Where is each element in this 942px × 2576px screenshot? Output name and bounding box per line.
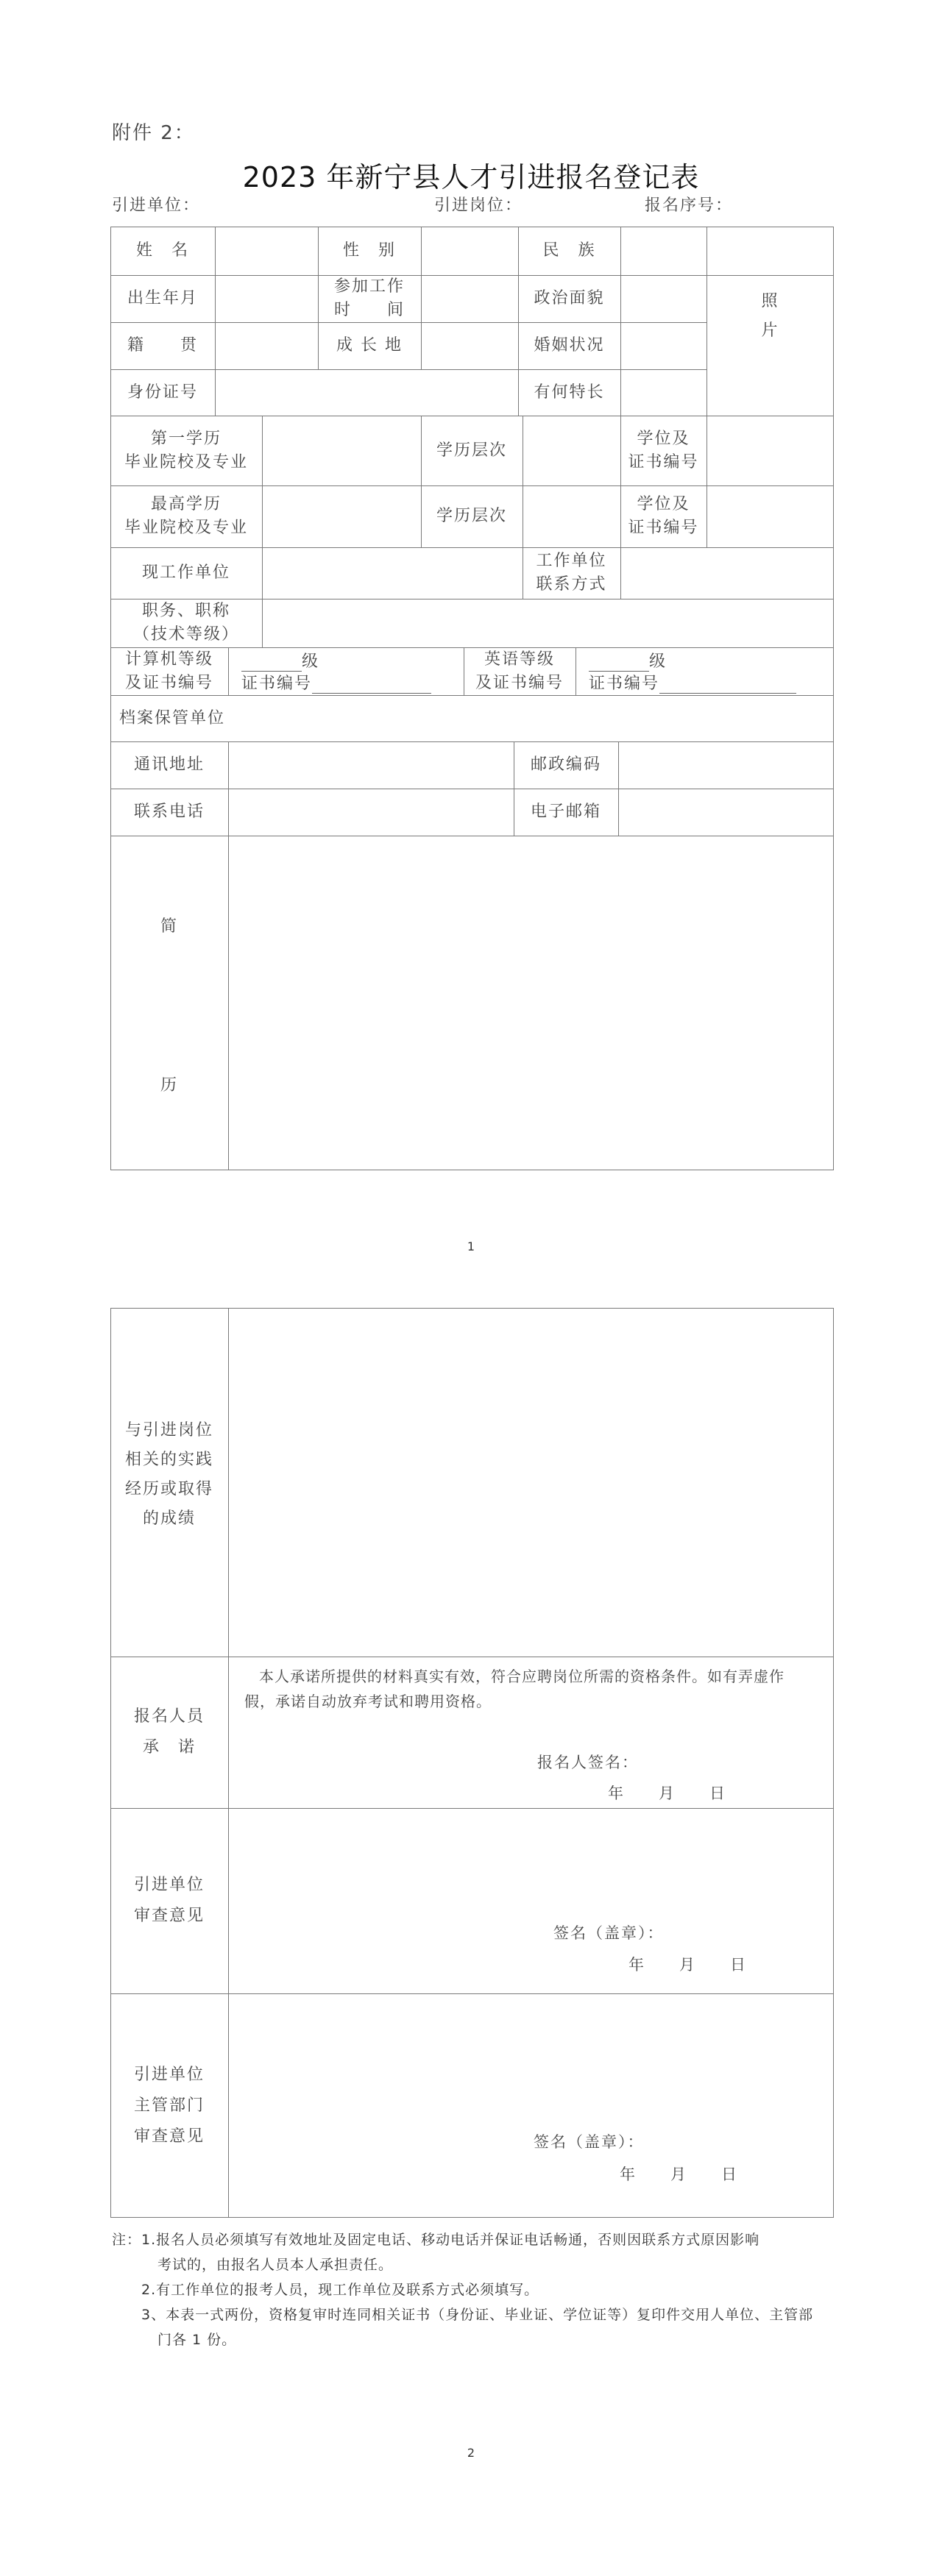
work-start-label	[318, 275, 421, 322]
unit-review-label	[110, 1808, 228, 1993]
computer-label-2: 及证书编号	[124, 673, 213, 692]
promise-label-2: 承 诺	[142, 1738, 196, 1757]
unit-review-label-1: 引进单位	[133, 1876, 205, 1894]
gender-label: 性 别	[342, 241, 396, 260]
phone-label: 联系电话	[133, 803, 205, 821]
email-label: 电子邮箱	[530, 803, 601, 821]
job-title-label-1: 职务、职称	[141, 602, 230, 620]
postcode-label: 邮政编码	[530, 755, 601, 774]
applicant-sign-label: 报名人签名：	[537, 1754, 639, 1771]
specialty-label: 有何特长	[534, 383, 605, 402]
unit-contact-label	[523, 547, 620, 599]
degree1-label-2: 证书编号	[628, 452, 699, 472]
growth-place-label: 成 长 地	[336, 336, 403, 355]
promise-label	[110, 1657, 228, 1808]
unit-sign-label: 签名（盖章）：	[553, 1924, 665, 1942]
edu-level-1-label: 学历层次	[436, 441, 507, 460]
unit-contact-label-2: 联系方式	[536, 575, 607, 594]
promise-label-1: 报名人员	[133, 1707, 205, 1726]
archive-label: 档案保管单位	[119, 708, 226, 727]
dept-date: 年 月 日	[620, 2166, 738, 2183]
practice-label-4: 的成绩	[142, 1509, 196, 1528]
edu2-label-2: 毕业院校及专业	[124, 519, 248, 537]
edu1-label-1: 第一学历	[150, 429, 222, 448]
promise-text-1: 本人承诺所提供的材料真实有效，符合应聘岗位所需的资格条件。如有弄虚作	[259, 1668, 785, 1685]
practice-label-1: 与引进岗位	[124, 1421, 213, 1440]
seq-label: 报名序号：	[645, 196, 734, 215]
work-start-label-1: 参加工作	[333, 277, 405, 296]
applicant-date: 年 月 日	[608, 1785, 726, 1802]
promise-text	[244, 1664, 785, 1714]
degree2-label-1: 学位及	[637, 495, 690, 513]
unit-label: 引进单位：	[112, 196, 201, 215]
english-label-1: 英语等级	[484, 650, 555, 669]
unit-date: 年 月 日	[628, 1956, 747, 1974]
degree1-label-1: 学位及	[637, 429, 690, 448]
edu-level-2-label: 学历层次	[436, 507, 507, 525]
name-label: 姓 名	[135, 241, 189, 260]
dept-review-label-2: 主管部门	[133, 2096, 205, 2115]
photo-label-1: 照	[761, 292, 779, 310]
practice-label-3: 经历或取得	[124, 1480, 213, 1498]
english-cert-label: 证书编号	[589, 675, 660, 693]
attachment-label: 附件 2：	[112, 122, 195, 144]
current-unit-label: 现工作单位	[141, 563, 230, 582]
computer-label-1: 计算机等级	[124, 650, 213, 669]
computer-label	[110, 647, 228, 695]
dept-review-label-3: 审查意见	[133, 2127, 205, 2146]
id-label: 身份证号	[127, 383, 198, 402]
degree1-label	[620, 416, 706, 485]
page-number-1: 1	[467, 1239, 475, 1253]
ethnicity-label: 民 族	[542, 241, 596, 260]
job-title-label	[110, 599, 262, 647]
dept-review-label	[110, 1993, 228, 2218]
work-start-label-2: 时 间	[333, 301, 405, 319]
page-number-2: 2	[467, 2446, 475, 2460]
unit-contact-label-1: 工作单位	[536, 552, 607, 570]
political-label: 政治面貌	[534, 289, 605, 307]
edu2-label-1: 最高学历	[150, 495, 222, 513]
english-level-word: 级	[649, 652, 667, 671]
note-3a: 3、本表一式两份，资格复审时连同相关证书（身份证、毕业证、学位证等）复印件交用人单位、主管部	[141, 2307, 814, 2323]
page-title: 2023 年新宁县人才引进报名登记表	[242, 161, 700, 193]
dept-review-label-1: 引进单位	[133, 2065, 205, 2084]
birth-label: 出生年月	[127, 289, 198, 307]
practice-label	[110, 1398, 228, 1552]
native-label: 籍 贯	[127, 336, 198, 355]
computer-level-word: 级	[302, 652, 320, 671]
english-level-field[interactable]	[584, 647, 827, 695]
degree2-label-2: 证书编号	[628, 519, 699, 537]
practice-label-2: 相关的实践	[124, 1451, 213, 1469]
note-3b: 门各 1 份。	[157, 2332, 237, 2348]
computer-cert-label: 证书编号	[241, 675, 313, 693]
address-label: 通讯地址	[133, 755, 205, 774]
english-label	[464, 647, 576, 695]
edu2-label	[110, 485, 262, 547]
marital-label: 婚姻状况	[534, 336, 605, 355]
note-1a: 注：1.报名人员必须填写有效地址及固定电话、移动电话并保证电话畅通，否则因联系方式原因影响	[112, 2232, 760, 2248]
job-title-label-2: （技术等级）	[132, 625, 239, 644]
post-label: 引进岗位：	[434, 196, 523, 215]
english-label-2: 及证书编号	[475, 673, 564, 692]
note-1b: 考试的，由报名人员本人承担责任。	[157, 2257, 394, 2273]
computer-level-field[interactable]	[237, 647, 462, 695]
photo-label-2: 片	[761, 321, 779, 340]
promise-text-2: 假，承诺自动放弃考试和聘用资格。	[244, 1693, 492, 1710]
edu1-label	[110, 416, 262, 485]
unit-review-label-2: 审查意见	[133, 1907, 205, 1925]
resume-label-2: 历	[160, 1076, 178, 1095]
dept-sign-label: 签名（盖章）：	[534, 2133, 645, 2151]
edu1-label-2: 毕业院校及专业	[124, 452, 248, 472]
note-2: 2.有工作单位的报考人员，现工作单位及联系方式必须填写。	[141, 2282, 539, 2298]
degree2-label	[620, 485, 706, 547]
resume-label-1: 简	[160, 917, 178, 936]
